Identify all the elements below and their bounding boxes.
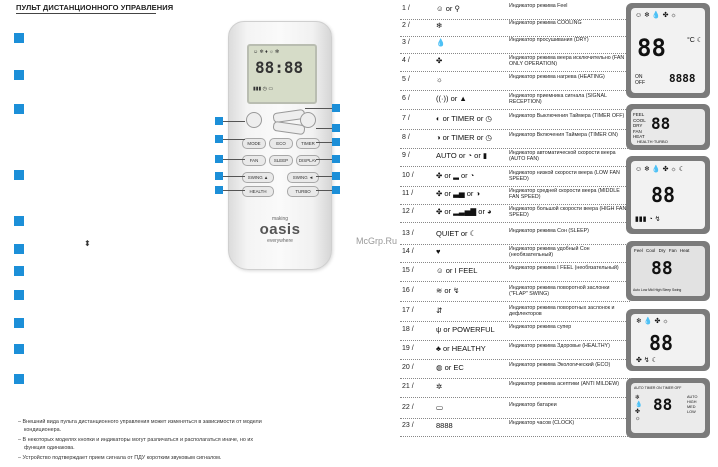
indicator-symbol-icon: ◍ or EC	[436, 363, 464, 372]
lcd-icons: ☺ ❄ ♦ ☼ ✻	[253, 49, 280, 55]
on-label: ON	[635, 74, 643, 80]
indicator-description: Индикатор режима поворотной заслонки ("FLAP" SWING)	[509, 285, 610, 298]
indicator-description: Индикатор часов (CLOCK)	[509, 420, 575, 426]
mode-label: Fan	[668, 248, 677, 253]
callout-marker	[332, 104, 340, 112]
indicator-symbol-icon: ψ or POWERFUL	[436, 325, 495, 334]
mode-label: Feel	[634, 248, 643, 253]
temp-digits: 88	[637, 34, 666, 62]
lcd-bottom-row: ▮▮▮ ◷ ▭	[253, 86, 274, 92]
eco-button[interactable]: ECO	[269, 138, 293, 149]
blue-marker	[14, 344, 24, 354]
indicator-symbol-icon: ◑ or TIMER or ◷	[436, 133, 492, 142]
mode-icons: ☺ ❄ 💧 ✤ ☼ ☾	[635, 166, 686, 173]
blue-marker	[14, 318, 24, 328]
indicator-number: 20 /	[402, 364, 414, 371]
indicator-number: 1 /	[402, 5, 410, 12]
indicator-description: Индикатор режима поворотных заслонок и дефлекторов	[509, 305, 615, 318]
indicator-description: Индикатор режима нагрева (HEATING)	[509, 74, 605, 80]
row-divider	[400, 340, 630, 341]
indicator-number: 4 /	[402, 57, 410, 64]
brand-oasis: oasis	[259, 221, 301, 238]
indicator-description: Индикатор большой скорости веера (HIGH FAN SPEED)	[509, 206, 627, 219]
indicator-symbol-icon: ♥	[436, 247, 441, 256]
footer-line: – Внешний вида пульта дистанционного управления может изменяться в зависимости от модели	[18, 419, 262, 425]
blue-marker	[14, 266, 24, 276]
indicator-symbol-icon: ☼	[436, 75, 443, 84]
display-variant-5	[626, 309, 710, 371]
row-divider	[400, 244, 630, 245]
blue-marker	[14, 33, 24, 43]
bottom-icons: ✤ ↯ ☾	[636, 357, 658, 364]
indicator-description: Индикатор режима супер	[509, 324, 572, 330]
indicator-symbol-icon: ✤ or ▂ or ◔	[436, 171, 475, 180]
row-divider	[400, 129, 630, 130]
remote-control	[228, 21, 332, 270]
indicator-number: 8 /	[402, 134, 410, 141]
blue-marker	[14, 216, 24, 226]
blue-marker	[14, 104, 24, 114]
indicator-description: Индикатор режима I FEEL (необязательный)	[509, 265, 619, 271]
footer-line: – Устройство подтверждает прием сигнала от ПДУ коротким звуковым сигналом.	[18, 455, 222, 461]
indicator-description: Индикатор низкой скорости веера (LOW FAN SPEED)	[509, 170, 620, 183]
indicator-number: 22 /	[402, 404, 414, 411]
callout-line	[316, 176, 332, 177]
callout-marker	[215, 155, 223, 163]
mode-labels	[634, 248, 689, 253]
bottom-labels: HEALTH·TURBO	[637, 139, 668, 144]
indicator-number: 15 /	[402, 267, 414, 274]
row-divider	[400, 397, 630, 398]
fan-speed-label: LOW	[687, 410, 696, 414]
row-divider	[400, 281, 630, 282]
display-variant-3	[626, 156, 710, 234]
indicator-number: 11 /	[402, 190, 414, 197]
indicator-number: 2 /	[402, 22, 410, 29]
indicator-number: 7 /	[402, 115, 410, 122]
mode-icons: ☺ ❄ 💧 ✤ ☼	[635, 12, 677, 19]
indicator-description: Индикатор приемника сигнала (SIGNAL RECEPTION)	[509, 93, 607, 106]
row-divider	[400, 148, 630, 149]
updown-arrow-icon: ⬍	[84, 239, 91, 248]
display-variant-1	[626, 3, 710, 98]
brand-making: making	[271, 216, 289, 222]
indicator-symbol-icon: ✲	[436, 382, 443, 391]
mode-label: HEAT	[633, 134, 645, 139]
row-divider	[400, 301, 630, 302]
title-rule	[16, 13, 156, 14]
indicator-description: Индикатор режима COOLING	[509, 20, 582, 26]
indicator-symbol-icon: 8888	[436, 421, 453, 430]
page-title: ПУЛЬТ ДИСТАНЦИОННОГО УПРАВЛЕНИЯ	[16, 3, 174, 12]
indicator-number: 14 /	[402, 248, 414, 255]
indicator-symbol-icon: ✤ or ▂▃▅▇ or ◕	[436, 207, 492, 216]
indicator-number: 23 /	[402, 422, 414, 429]
callout-line	[305, 108, 332, 109]
blue-marker	[14, 170, 24, 180]
callout-marker	[215, 172, 223, 180]
indicator-description: Индикатор режима веера исключительно (FAN ONLY OPERATION)	[509, 55, 625, 68]
callout-marker	[332, 155, 340, 163]
footer-line: – В некоторых моделях кнопки и индикаторы могут различаться и располагаться иначе, но их	[18, 437, 254, 443]
fan-labels: Auto Low Mid High Sleep Swing	[633, 288, 682, 292]
indicator-description: Индикатор средней скорости веера (MIDDLE FAN SPEED)	[509, 188, 620, 201]
temp-digits: 88	[653, 395, 673, 414]
mode-label: Cool	[646, 248, 656, 253]
row-divider	[400, 418, 630, 419]
display-variant-4	[626, 241, 710, 301]
blue-marker	[14, 374, 24, 384]
indicator-description: Индикатор режима Сон (SLEEP)	[509, 228, 589, 234]
indicator-symbol-icon: 💧	[436, 38, 446, 47]
health-button[interactable]: HEALTH	[242, 186, 274, 197]
mode-label: COOL	[633, 117, 646, 123]
callout-line	[316, 159, 332, 160]
indicator-description: Индикатор Выключения Таймера (TIMER OFF)	[509, 113, 625, 119]
callout-line	[223, 159, 245, 160]
indicator-description: Индикатор режима Feel	[509, 3, 568, 9]
callout-line	[316, 142, 332, 143]
row-divider	[400, 378, 630, 379]
timer-labels: AUTO TIMER ON TIMER OFF	[634, 386, 682, 390]
temp-digits: 88	[651, 114, 671, 133]
blue-marker	[14, 290, 24, 300]
indicator-number: 17 /	[402, 307, 414, 314]
fan-speed-label: HIGH	[687, 400, 697, 404]
temp-digits: 88	[649, 331, 674, 355]
row-divider	[400, 109, 630, 110]
footer-line: кондиционера.	[24, 427, 62, 433]
clock-digits: 8888	[669, 72, 696, 85]
callout-marker	[215, 135, 223, 143]
temp-digits: 88	[651, 258, 673, 279]
indicator-symbol-icon: ⇵	[436, 306, 443, 315]
indicator-number: 18 /	[402, 326, 414, 333]
indicator-number: 9 /	[402, 152, 410, 159]
blue-marker	[14, 70, 24, 80]
row-divider	[400, 436, 630, 437]
watermark: McGrp.Ru	[356, 236, 398, 246]
callout-marker	[215, 117, 223, 125]
mode-label: Heat	[679, 248, 690, 253]
indicator-description: Индикатор режима асептики (ANTI MILDEW)	[509, 381, 619, 387]
indicator-number: 16 /	[402, 287, 414, 294]
mode-label: DRY	[633, 123, 643, 128]
mode-list	[633, 112, 646, 140]
on-off-button[interactable]	[246, 112, 262, 128]
fan-speed-label: MED	[687, 405, 696, 409]
remote-lcd	[247, 44, 317, 104]
display-button[interactable]: DISPLAY	[296, 155, 320, 166]
indicator-description: Индикатор Включения Таймера (TIMER ON)	[509, 132, 618, 138]
callout-marker	[332, 138, 340, 146]
mode-icons: ❄ 💧 ✤ ☼	[635, 395, 643, 422]
indicator-symbol-icon: ≋ or ↯	[436, 286, 460, 295]
timer-button[interactable]: TIMER	[296, 138, 320, 149]
indicator-symbol-icon: QUIET or ☾	[436, 229, 477, 238]
row-divider	[400, 222, 630, 223]
indicator-description: Индикатор батареи	[509, 402, 557, 408]
unit-icons: °C ☾	[687, 37, 704, 44]
indicator-number: 19 /	[402, 345, 414, 352]
indicator-description: Индикатор режима удобный Сон (необязательный)	[509, 246, 590, 259]
indicator-symbol-icon: ▭	[436, 403, 444, 412]
callout-line	[223, 190, 245, 191]
turbo-button[interactable]: TURBO	[287, 186, 319, 197]
callout-marker	[332, 124, 340, 132]
row-divider	[400, 186, 630, 187]
swing-round-button[interactable]	[300, 112, 316, 128]
indicator-number: 13 /	[402, 230, 414, 237]
indicator-symbol-icon: ✤	[436, 56, 443, 65]
callout-line	[223, 121, 245, 122]
indicator-description: Индикатор просушивания (DRY)	[509, 37, 589, 43]
swing-leftright-button[interactable]: SWING ◄	[287, 172, 319, 183]
indicator-symbol-icon: ☺ or I FEEL	[436, 266, 478, 275]
indicator-symbol-icon: ✤ or ▃▅ or ◑	[436, 189, 481, 198]
off-label: OFF	[635, 80, 645, 86]
row-divider	[400, 262, 630, 263]
lcd-digits: 88:88	[255, 58, 304, 77]
row-divider	[400, 321, 630, 322]
temp-digits: 88	[651, 183, 676, 207]
display-variant-2	[626, 104, 710, 150]
mode-icons: ❄ 💧 ✤ ☼	[636, 318, 669, 325]
callout-line	[316, 190, 332, 191]
display-variant-6	[626, 378, 710, 438]
row-divider	[400, 166, 630, 167]
callout-line	[223, 139, 245, 140]
indicator-description: Индикатор режима Экологический (ECO)	[509, 362, 611, 368]
footer-line: функция одинакова.	[24, 445, 75, 451]
callout-line	[223, 176, 245, 177]
indicator-description: Индикатор режима Здоровье (HEALTHY)	[509, 343, 610, 349]
brand-everywhere: everywhere	[267, 238, 293, 244]
blue-marker	[14, 244, 24, 254]
indicator-symbol-icon: ♣ or HEALTHY	[436, 344, 486, 353]
indicator-symbol-icon: ☺ or ⚲	[436, 4, 460, 13]
callout-marker	[332, 172, 340, 180]
indicator-symbol-icon: ◐ or TIMER or ◷	[436, 114, 492, 123]
mode-label: FAN	[633, 128, 642, 134]
row-divider	[400, 204, 630, 205]
indicator-symbol-icon: ((·)) or ▲	[436, 94, 467, 103]
fan-speed-label: AUTO	[687, 395, 698, 399]
indicator-number: 6 /	[402, 95, 410, 102]
sleep-button[interactable]: SLEEP	[269, 155, 293, 166]
row-divider	[400, 53, 630, 54]
callout-marker	[215, 186, 223, 194]
fan-icons: ▮▮▮ ◔ ↯	[635, 216, 661, 223]
mode-label: Dry	[658, 248, 666, 253]
mode-button[interactable]: MODE	[242, 138, 266, 149]
row-divider	[400, 90, 630, 91]
row-divider	[400, 359, 630, 360]
fan-button[interactable]: FAN	[242, 155, 266, 166]
mode-label: FEEL	[633, 112, 645, 117]
indicator-number: 12 /	[402, 208, 414, 215]
callout-marker	[332, 186, 340, 194]
indicator-description: Индикатор автоматической скорости веера (AUTO FAN)	[509, 150, 616, 163]
row-divider	[400, 71, 630, 72]
indicator-number: 3 /	[402, 39, 410, 46]
fan-speed-labels	[687, 395, 697, 415]
indicator-number: 21 /	[402, 383, 414, 390]
indicator-number: 5 /	[402, 76, 410, 83]
swing-updown-button[interactable]: SWING ▲	[242, 172, 274, 183]
callout-line	[316, 128, 332, 129]
indicator-number: 10 /	[402, 172, 414, 179]
indicator-symbol-icon: ❄	[436, 21, 443, 30]
indicator-symbol-icon: AUTO or ◔ or ▮	[436, 151, 488, 160]
